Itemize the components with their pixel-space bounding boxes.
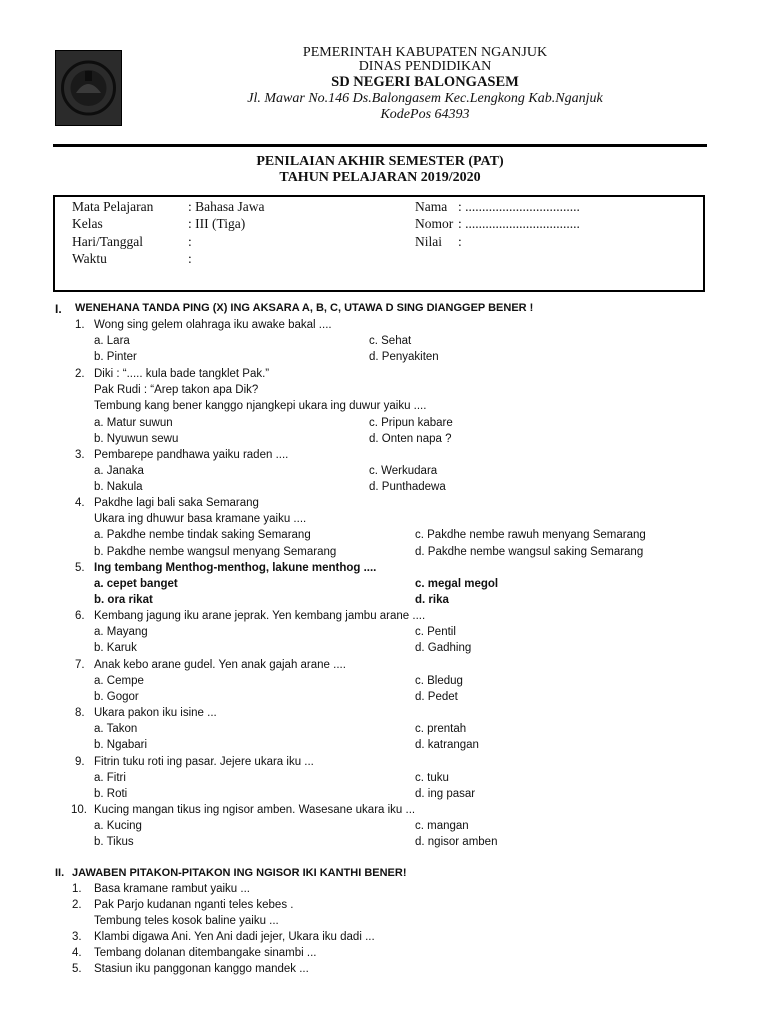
question-text: Pak Rudi : “Arep takon apa Dik? bbox=[94, 384, 259, 397]
option-d: d. ngisor amben bbox=[415, 836, 498, 849]
essay-question: Pak Parjo kudanan nganti teles kebes . bbox=[94, 899, 294, 911]
option-b: b. ora rikat bbox=[94, 594, 153, 607]
essay-number: 1. bbox=[72, 883, 82, 895]
option-d: d. Onten napa ? bbox=[369, 432, 452, 445]
option-a: a. Pakdhe nembe tindak saking Semarang bbox=[94, 529, 311, 542]
option-c: c. Werkudara bbox=[369, 465, 438, 478]
option-b: b. Tikus bbox=[94, 836, 134, 849]
section1-title: WENEHANA TANDA PING (X) ING AKSARA A, B, C, UTAWA D SING DIANGGEP BENER ! bbox=[75, 302, 534, 314]
header-school: SD NEGERI BALONGASEM bbox=[331, 74, 519, 90]
option-c: c. megal megol bbox=[415, 578, 499, 591]
header-department: DINAS PENDIDIKAN bbox=[358, 59, 492, 74]
score-field[interactable]: : bbox=[458, 234, 462, 249]
option-a: a. cepet banget bbox=[94, 578, 178, 591]
time-value: : bbox=[188, 251, 192, 266]
time-label: Waktu bbox=[72, 251, 107, 266]
option-d: d. rika bbox=[415, 594, 449, 607]
option-c: c. Pakdhe nembe rawuh menyang Semarang bbox=[415, 529, 646, 542]
option-a: a. Mayang bbox=[94, 626, 148, 639]
question-number: 1. bbox=[75, 319, 85, 331]
question-text: Kucing mangan tikus ing ngisor amben. Wasesane ukara iku ... bbox=[94, 804, 416, 816]
question-number: 10. bbox=[71, 804, 87, 816]
option-d: d. Punthadewa bbox=[369, 481, 446, 494]
option-a: a. Matur suwun bbox=[94, 416, 173, 429]
class-value: : III (Tiga) bbox=[188, 216, 246, 231]
question-number: 2. bbox=[75, 368, 85, 380]
option-b: b. Ngabari bbox=[94, 739, 148, 752]
option-b: b. Roti bbox=[94, 788, 128, 801]
option-a: a. Fitri bbox=[94, 772, 126, 785]
option-a: a. Cempe bbox=[94, 675, 144, 688]
option-b: b. Nakula bbox=[94, 481, 143, 494]
essay-question: Klambi digawa Ani. Yen Ani dadi jejer, Ukara iku dadi ... bbox=[94, 931, 375, 943]
question-number: 5. bbox=[75, 562, 85, 574]
name-field[interactable]: : .................................. bbox=[458, 199, 580, 214]
exam-year: TAHUN PELAJARAN 2019/2020 bbox=[279, 170, 481, 185]
option-c: c. mangan bbox=[415, 820, 469, 833]
question-text: Ing tembang Menthog-menthog, lakune menthog .... bbox=[94, 562, 377, 574]
option-b: b. Pakdhe nembe wangsul menyang Semarang bbox=[94, 545, 337, 558]
option-a: a. Lara bbox=[94, 335, 130, 348]
option-b: b. Gogor bbox=[94, 691, 139, 704]
question-text: Pembarepe pandhawa yaiku raden .... bbox=[94, 449, 289, 461]
question-text: Fitrin tuku roti ing pasar. Jejere ukara iku ... bbox=[94, 756, 314, 768]
header-postcode: KodePos 64393 bbox=[380, 107, 470, 122]
header-government: PEMERINTAH KABUPATEN NGANJUK bbox=[302, 45, 548, 60]
question-text: Kembang jagung iku arane jeprak. Yen kembang jambu arane .... bbox=[94, 610, 426, 622]
option-c: c. Pripun kabare bbox=[369, 416, 453, 429]
question-text: Ukara ing dhuwur basa kramane yaiku .... bbox=[94, 513, 307, 526]
option-a: a. Kucing bbox=[94, 820, 142, 833]
date-value: : bbox=[188, 234, 192, 249]
date-label: Hari/Tanggal bbox=[72, 234, 144, 249]
essay-question: Basa kramane rambut yaiku ... bbox=[94, 883, 250, 895]
question-number: 8. bbox=[75, 707, 85, 719]
question-text: Ukara pakon iku isine ... bbox=[94, 707, 217, 719]
exam-title: PENILAIAN AKHIR SEMESTER (PAT) bbox=[256, 154, 504, 169]
option-d: d. Gadhing bbox=[415, 642, 472, 655]
question-number: 3. bbox=[75, 449, 85, 461]
number-label: Nomor bbox=[415, 216, 454, 231]
subject-value: : Bahasa Jawa bbox=[188, 199, 265, 214]
essay-number: 2. bbox=[72, 899, 82, 911]
question-text: Anak kebo arane gudel. Yen anak gajah arane .... bbox=[94, 659, 346, 671]
option-c: c. prentah bbox=[415, 723, 467, 736]
question-number: 7. bbox=[75, 659, 85, 671]
option-d: d. Penyakiten bbox=[369, 351, 439, 364]
essay-number: 4. bbox=[72, 947, 82, 959]
subject-label: Mata Pelajaran bbox=[72, 199, 154, 214]
option-b: b. Karuk bbox=[94, 642, 137, 655]
option-c: c. Bledug bbox=[415, 675, 463, 688]
essay-number: 5. bbox=[72, 963, 82, 975]
score-label: Nilai bbox=[415, 234, 442, 249]
option-d: d. Pakdhe nembe wangsul saking Semarang bbox=[415, 545, 644, 558]
question-number: 4. bbox=[75, 497, 85, 509]
option-c: c. Sehat bbox=[369, 335, 412, 348]
section1-number: I. bbox=[55, 302, 62, 316]
number-field[interactable]: : .................................. bbox=[458, 216, 580, 231]
question-number: 6. bbox=[75, 610, 85, 622]
question-text: Tembung kang bener kanggo njangkepi ukara ing duwur yaiku .... bbox=[94, 400, 427, 413]
section2-number: II. bbox=[55, 867, 65, 879]
option-b: b. Nyuwun sewu bbox=[94, 432, 179, 445]
option-d: d. Pedet bbox=[415, 691, 458, 704]
question-number: 9. bbox=[75, 756, 85, 768]
essay-question: Stasiun iku panggonan kanggo mandek ... bbox=[94, 963, 309, 975]
essay-question: Tembang dolanan ditembangake sinambi ... bbox=[94, 947, 317, 959]
question-text: Wong sing gelem olahraga iku awake bakal .... bbox=[94, 319, 332, 331]
option-d: d. katrangan bbox=[415, 739, 479, 752]
class-label: Kelas bbox=[72, 216, 103, 231]
question-text: Pakdhe lagi bali saka Semarang bbox=[94, 497, 259, 509]
option-b: b. Pinter bbox=[94, 351, 137, 364]
question-text: Diki : “..... kula bade tangklet Pak.” bbox=[94, 368, 270, 380]
option-d: d. ing pasar bbox=[415, 788, 476, 801]
header-divider bbox=[53, 144, 707, 147]
section2-title: JAWABEN PITAKON-PITAKON ING NGISOR IKI KANTHI BENER! bbox=[72, 867, 407, 879]
essay-question: Tembung teles kosok baline yaiku ... bbox=[94, 915, 279, 927]
essay-number: 3. bbox=[72, 931, 82, 943]
option-c: c. tuku bbox=[415, 772, 449, 785]
header-address: Jl. Mawar No.146 Ds.Balongasem Kec.Lengkong Kab.Nganjuk bbox=[247, 91, 603, 106]
school-logo bbox=[55, 50, 122, 126]
name-label: Nama bbox=[415, 199, 448, 214]
option-c: c. Pentil bbox=[415, 626, 456, 639]
option-a: a. Takon bbox=[94, 723, 138, 736]
option-a: a. Janaka bbox=[94, 465, 144, 478]
